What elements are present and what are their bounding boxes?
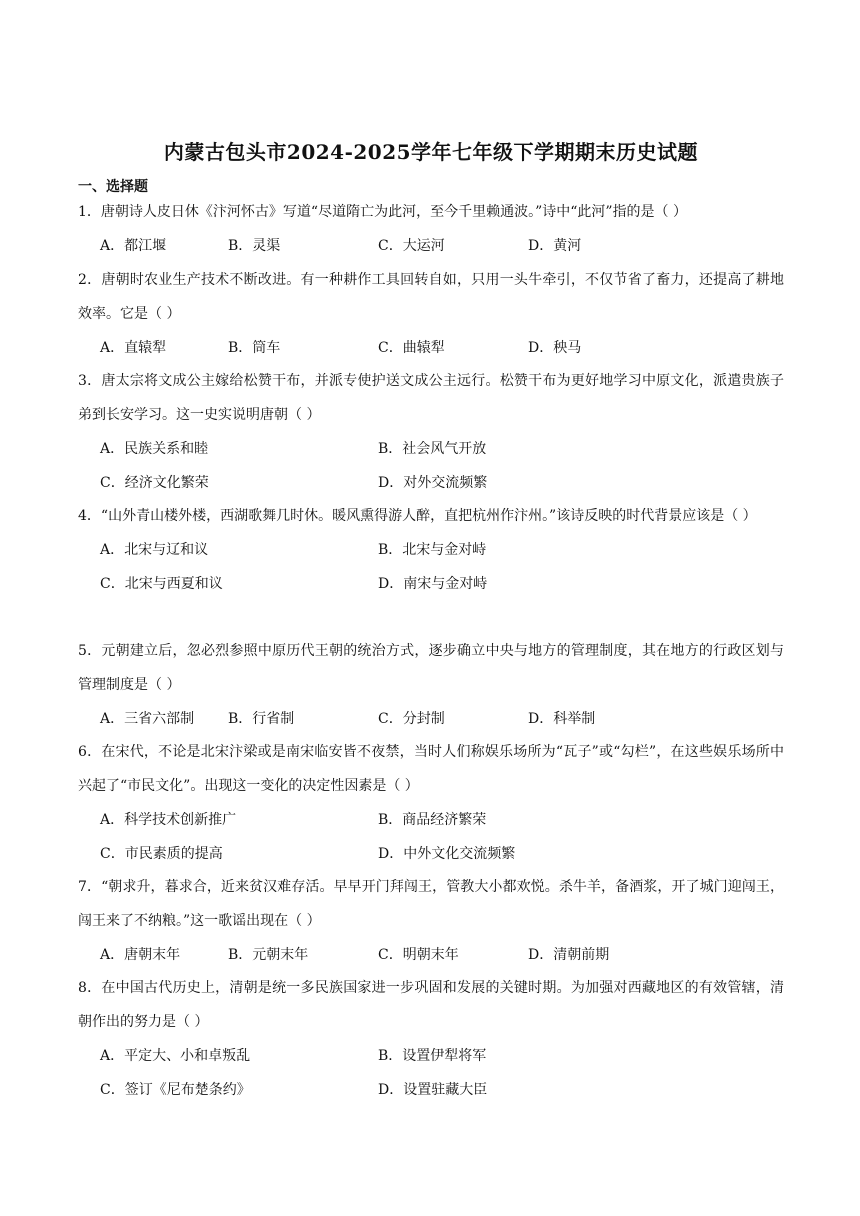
question-7 xyxy=(78,870,784,972)
option-b: B．社会风气开放 xyxy=(378,441,487,457)
question-text: 1．唐朝诗人皮日休《汴河怀古》写道“尽道隋亡为此河，至今千里赖通波。”诗中“此河”指的是（ ） xyxy=(78,204,687,220)
question-text: 3．唐太宗将文成公主嫁给松赞干布，并派专使护送文成公主远行。松赞干布为更好地学习中原文化，派遣贵族子弟到长安学习。这一史实说明唐朝（ ） xyxy=(78,373,784,423)
option-d: D．清朝前期 xyxy=(528,947,610,963)
options-row xyxy=(78,432,784,466)
option-d: D．设置驻藏大臣 xyxy=(378,1082,488,1098)
options-row xyxy=(78,837,784,871)
option-b: B．行省制 xyxy=(228,711,295,727)
option-a: A．三省六部制 xyxy=(100,711,195,727)
question-2 xyxy=(78,263,784,365)
option-c: C．经济文化繁荣 xyxy=(100,475,209,491)
option-d: D．中外文化交流频繁 xyxy=(378,846,516,862)
option-c: C．市民素质的提高 xyxy=(100,846,223,862)
question-text: 6．在宋代，不论是北宋汴梁或是南宋临安皆不夜禁，当时人们称娱乐场所为“瓦子”或“勾栏”，在这些娱乐场所中兴起了“市民文化”。出现这一变化的决定性因素是（ ） xyxy=(78,744,784,794)
option-c: C．明朝末年 xyxy=(378,947,459,963)
option-c: C．北宋与西夏和议 xyxy=(100,576,223,592)
question-6 xyxy=(78,735,784,871)
option-c: C．分封制 xyxy=(378,711,445,727)
options-row xyxy=(78,938,784,972)
options-row xyxy=(78,803,784,837)
option-a: A．直辕犁 xyxy=(100,340,167,356)
option-b: B．商品经济繁荣 xyxy=(378,812,487,828)
options-row xyxy=(78,466,784,500)
option-a: A．民族关系和睦 xyxy=(100,441,209,457)
option-d: D．对外交流频繁 xyxy=(378,475,488,491)
option-d: D．科举制 xyxy=(528,711,596,727)
option-a: A．唐朝末年 xyxy=(100,947,181,963)
option-d: D．秧马 xyxy=(528,340,582,356)
option-b: B．元朝末年 xyxy=(228,947,309,963)
options-row xyxy=(78,533,784,567)
options-row xyxy=(78,1073,784,1107)
options-row xyxy=(78,1039,784,1073)
option-c: C．签订《尼布楚条约》 xyxy=(100,1082,251,1098)
option-b: B．北宋与金对峙 xyxy=(378,542,487,558)
question-text: 2．唐朝时农业生产技术不断改进。有一种耕作工具回转自如，只用一头牛牵引，不仅节省了畜力，还提高了耕地效率。它是（ ） xyxy=(78,272,784,322)
option-b: B．设置伊犁将军 xyxy=(378,1048,487,1064)
option-a: A．都江堰 xyxy=(100,238,167,254)
options-row xyxy=(78,702,784,736)
options-row xyxy=(78,567,784,601)
question-text: 7．“朝求升，暮求合，近来贫汉难存活。早早开门拜闯王，管教大小都欢悦。杀牛羊，备酒浆，开了城门迎闯王，闯王来了不纳粮。”这一歌谣出现在（ ） xyxy=(78,879,784,929)
question-4 xyxy=(78,499,784,601)
question-text: 4．“山外青山楼外楼，西湖歌舞几时休。暖风熏得游人醉，直把杭州作汴州。”该诗反映的时代背景应该是（ ） xyxy=(78,508,757,524)
option-a: A．北宋与辽和议 xyxy=(100,542,209,558)
question-text: 8．在中国古代历史上，清朝是统一多民族国家进一步巩固和发展的关键时期。为加强对西藏地区的有效管辖，清朝作出的努力是（ ） xyxy=(78,980,784,1030)
question-text: 5．元朝建立后，忽必烈参照中原历代王朝的统治方式，逐步确立中央与地方的管理制度，其在地方的行政区划与管理制度是（ ） xyxy=(78,643,784,693)
option-d: D．黄河 xyxy=(528,238,582,254)
option-c: C．大运河 xyxy=(378,238,445,254)
question-5 xyxy=(78,634,784,736)
options-row xyxy=(78,229,784,263)
option-a: A．平定大、小和卓叛乱 xyxy=(100,1048,251,1064)
question-3 xyxy=(78,364,784,500)
option-a: A．科学技术创新推广 xyxy=(100,812,237,828)
option-b: B．灵渠 xyxy=(228,238,281,254)
option-b: B．筒车 xyxy=(228,340,281,356)
question-8 xyxy=(78,971,784,1107)
section-heading: 一、选择题 xyxy=(78,179,148,195)
question-1 xyxy=(78,195,784,263)
option-d: D．南宋与金对峙 xyxy=(378,576,488,592)
options-row xyxy=(78,331,784,365)
option-c: C．曲辕犁 xyxy=(378,340,445,356)
page-title: 内蒙古包头市2024-2025学年七年级下学期期末历史试题 xyxy=(163,140,699,164)
